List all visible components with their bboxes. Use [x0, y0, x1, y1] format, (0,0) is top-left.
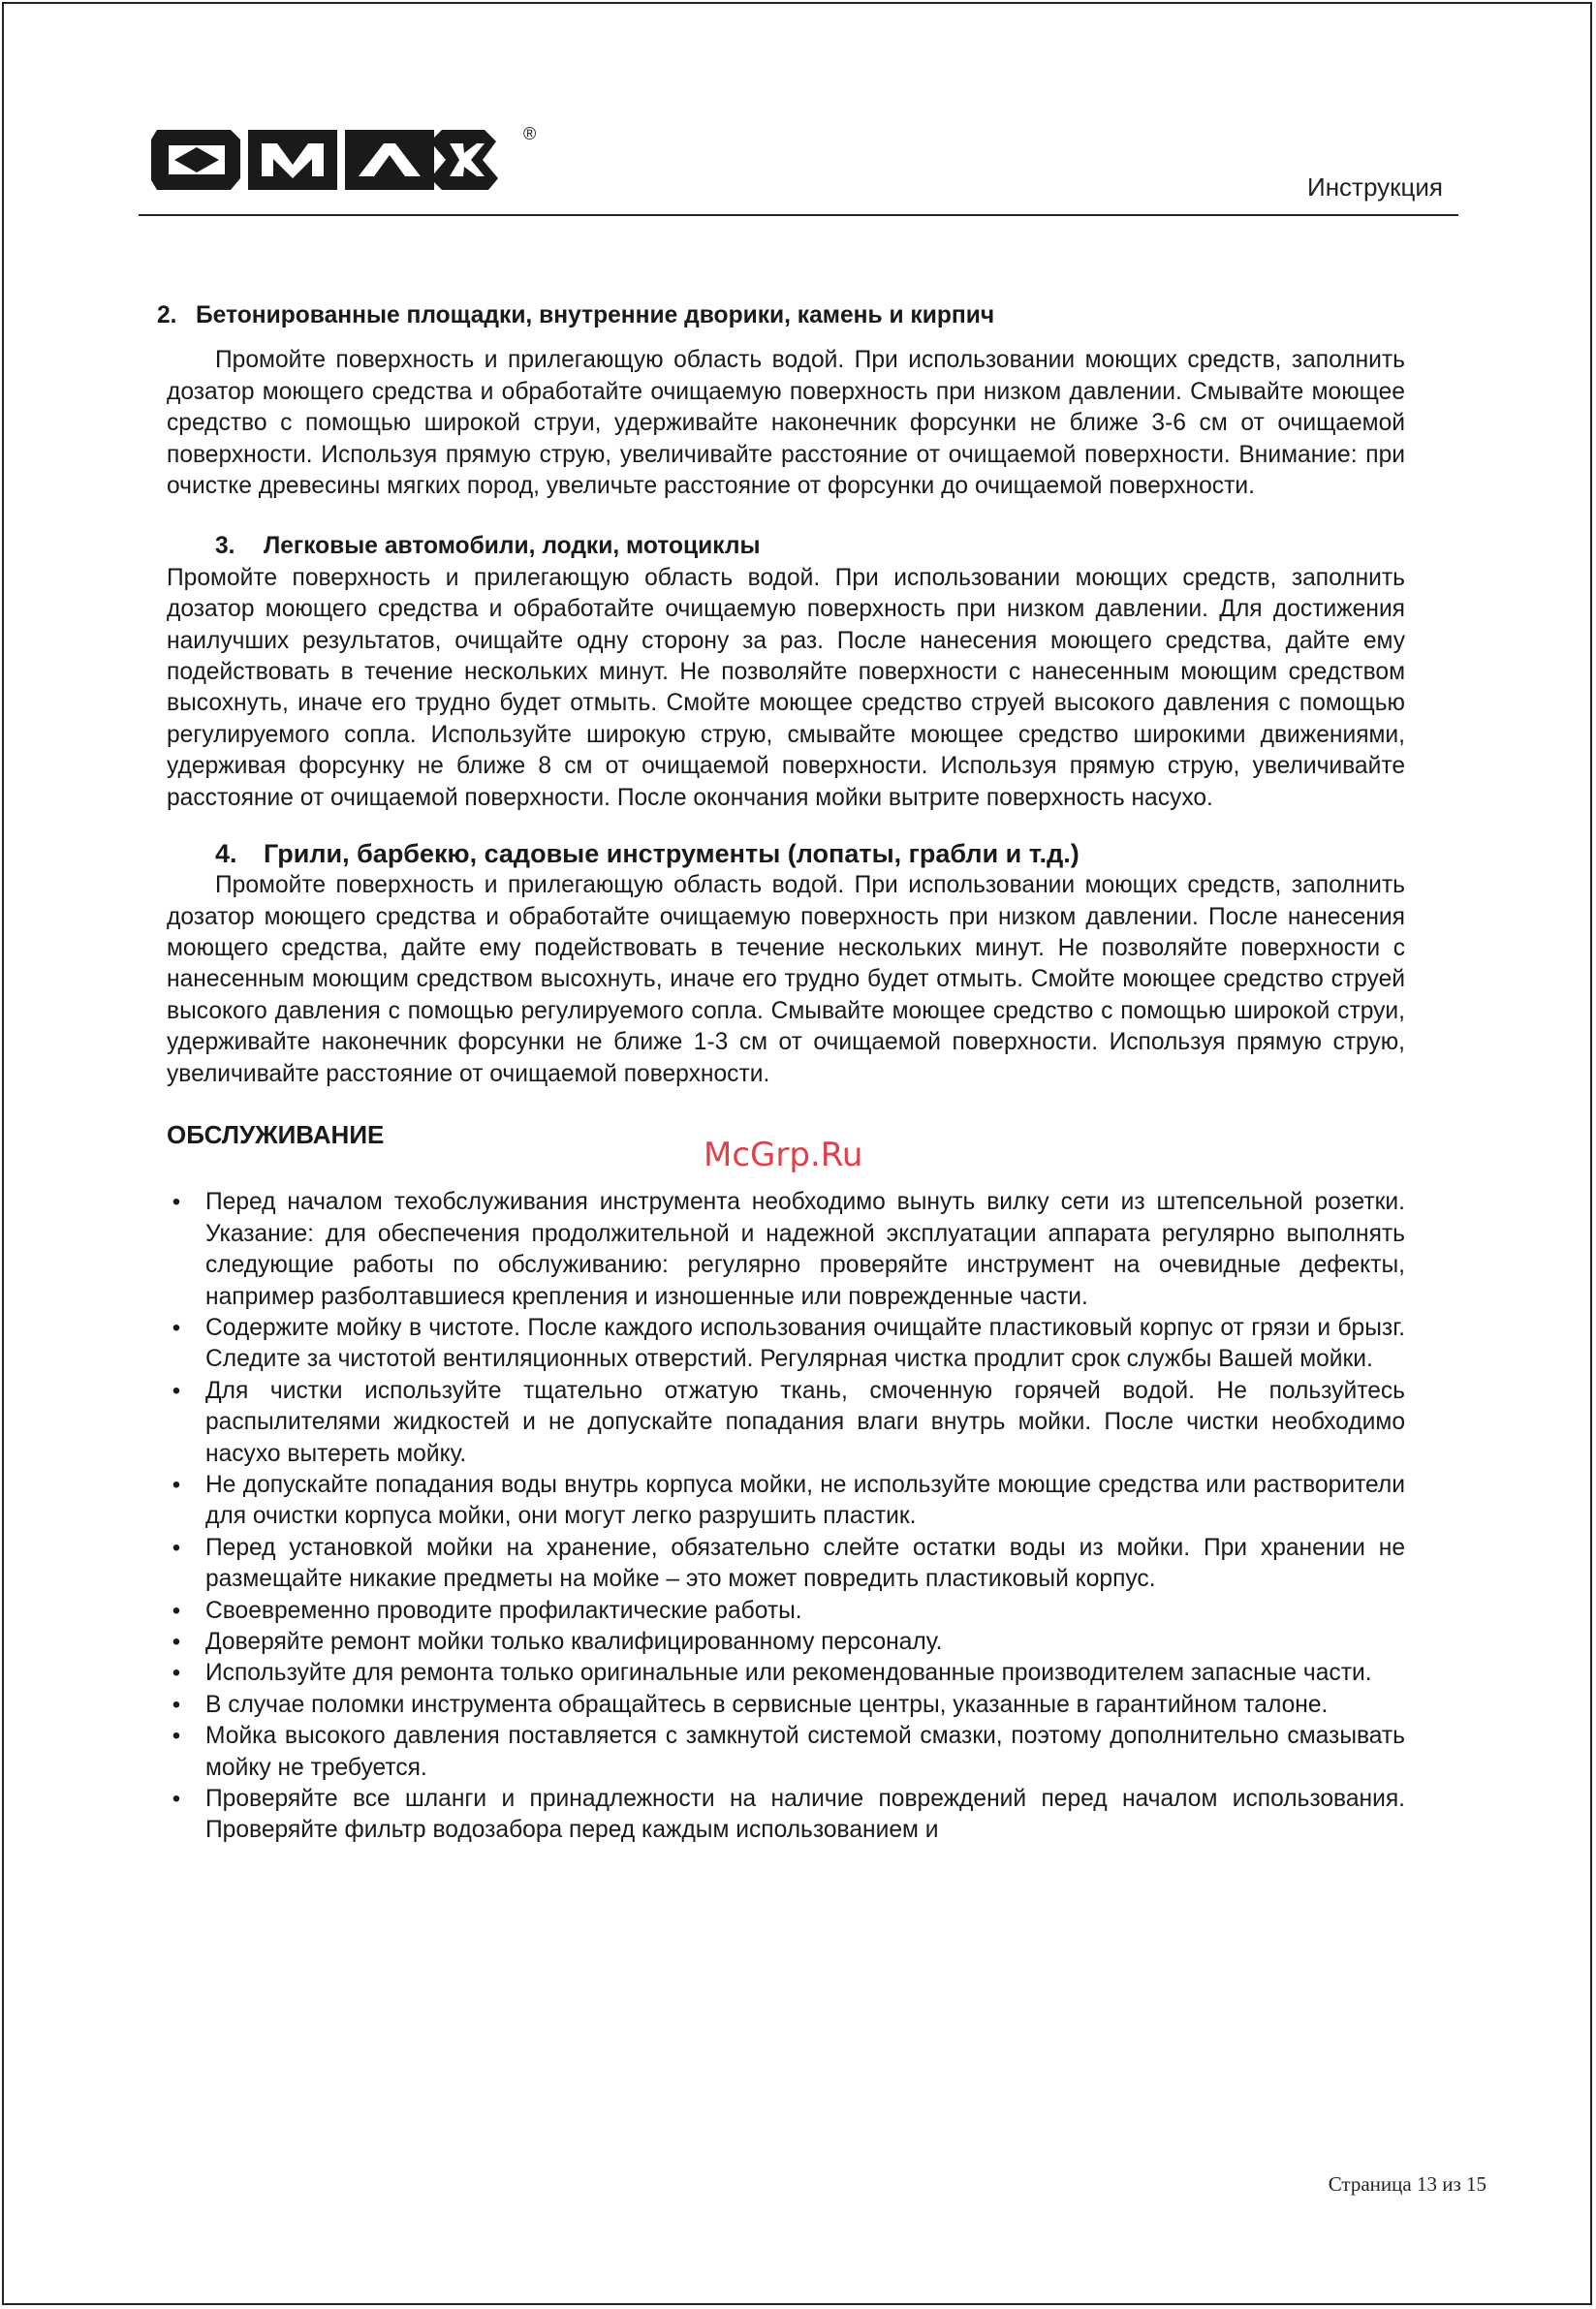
list-item: [167, 1313, 1405, 1376]
list-item-text: Не допускайте попадания воды внутрь корпуса мойки, не используйте моющие средства или растворители для очистки корпуса мойки, они могут легко разрушить пластик.: [205, 1472, 1405, 1530]
list-item: [167, 1658, 1405, 1689]
header-title: Инструкция: [1307, 172, 1443, 202]
list-item-text: Доверяйте ремонт мойки только квалифицированному персоналу.: [205, 1629, 943, 1656]
section-4-body: Промойте поверхность и прилегающую область водой. При использовании моющих средств, заполнить дозатор моющего средства и обработайте очищаемую поверхность при низком давлении. После нанесения моющего средства, дайте ему подействовать в течение нескольких минут. Не позволяйте поверхности с нанесенным моющим средством высохнуть, иначе его трудно будет отмыть. Смойте моющее средство струей высокого давления с помощью регулируемого сопла. Смывайте моющее средство с помощью широкой струи, удерживайте наконечник форсунки не ближе 1-3 см от очищаемой поверхности. Используя прямую струю, увеличивайте расстояние от очищаемой поверхности.: [167, 872, 1405, 1087]
section-3-body: Промойте поверхность и прилегающую область водой. При использовании моющих средств, заполнить дозатор моющего средства и обработайте очищаемую поверхность при низком давлении. Для достижения наилучших результатов, очищайте одну сторону за раз. После нанесения моющего средства, дайте ему подействовать в течение нескольких минут. Не позволяйте поверхности с нанесенным моющим средством высохнуть, иначе его трудно будет отмыть. Смойте моющее средство струей высокого давления с помощью регулируемого сопла. Используйте широкую струю, смывайте моющее средство широкими движениями, удерживая форсунку не ближе 8 см от очищаемой поверхности. Используя прямую струю, увеличивайте расстояние от очищаемой поверхности. После окончания мойки вытрите поверхность насухо.: [167, 564, 1405, 811]
maintenance-list: [167, 1187, 1405, 1847]
bullet-icon: •: [172, 1660, 181, 1687]
list-item-text: Перед началом техобслуживания инструмента необходимо вынуть вилку сети из штепсельной розетки. Указание: для обеспечения продолжительной и надежной эксплуатации аппарата регулярно выполнять следующие работы по обслуживанию: регулярно проверяйте инструмент на очевидные дефекты, например разболтавшиеся крепления и изношенные или поврежденные части.: [205, 1189, 1405, 1310]
section-4-heading: [215, 837, 1405, 870]
bullet-icon: •: [172, 1629, 181, 1656]
header-divider: [139, 214, 1458, 216]
bullet-icon: •: [172, 1691, 181, 1718]
bullet-icon: •: [172, 1534, 181, 1561]
bullet-icon: •: [172, 1377, 181, 1404]
bullet-icon: •: [172, 1786, 181, 1813]
section-3-title: Легковые автомобили, лодки, мотоциклы: [264, 533, 761, 560]
list-item-text: Для чистки используйте тщательно отжатую ткань, смоченную горячей водой. Не пользуйтесь распылителями жидкостей и не допускайте попадания влаги внутрь мойки. После чистки необходимо насухо вытереть мойку.: [205, 1377, 1405, 1467]
list-item: [167, 1533, 1405, 1596]
bullet-icon: •: [172, 1472, 181, 1498]
bullet-icon: •: [172, 1189, 181, 1216]
list-item: [167, 1596, 1405, 1627]
maintenance-heading: ОБСЛУЖИВАНИЕ: [167, 1119, 385, 1149]
list-item: [167, 1627, 1405, 1658]
list-item-text: Своевременно проводите профилактические работы.: [205, 1597, 802, 1624]
document-content: [157, 300, 1405, 1847]
list-item-text: Перед установкой мойки на хранение, обязательно слейте остатки воды из мойки. При хранении не размещайте никакие предметы на мойке – это может повредить пластиковый корпус.: [205, 1534, 1405, 1593]
registered-mark: ®: [523, 124, 537, 143]
section-4-number: 4.: [215, 839, 237, 869]
list-item-text: В случае поломки инструмента обращайтесь в сервисные центры, указанные в гарантийном талоне.: [205, 1691, 1329, 1718]
bullet-icon: •: [172, 1314, 181, 1341]
section-3-number: 3.: [215, 533, 235, 560]
section-3-heading: [215, 531, 1405, 562]
list-item: [167, 1784, 1405, 1847]
bullet-icon: •: [172, 1597, 181, 1624]
omax-logo: [151, 122, 547, 198]
section-2-number: 2.: [157, 302, 177, 328]
section-4-title: Грили, барбекю, садовые инструменты (лопаты, грабли и т.д.): [264, 839, 1080, 869]
page-number: Страница 13 из 15: [1328, 2172, 1486, 2196]
list-item: [167, 1376, 1405, 1470]
list-item-text: Используйте для ремонта только оригинальные или рекомендованные производителем запасные части.: [205, 1660, 1372, 1687]
watermark-text: McGrp.Ru: [704, 1136, 863, 1174]
list-item: [167, 1721, 1405, 1784]
list-item: [167, 1690, 1405, 1721]
list-item-text: Проверяйте все шланги и принадлежности на наличие повреждений перед началом использования. Проверяйте фильтр водозабора перед каждым использованием и: [205, 1786, 1405, 1844]
list-item-text: Мойка высокого давления поставляется с замкнутой системой смазки, поэтому дополнительно смазывать мойку не требуется.: [205, 1723, 1405, 1781]
section-2-body: Промойте поверхность и прилегающую область водой. При использовании моющих средств, заполнить дозатор моющего средства и обработайте очищаемую поверхность при низком давлении. Смывайте моющее средство с помощью широкой струи, удерживайте наконечник форсунки не ближе 3-6 см от очищаемой поверхности. Используя прямую струю, увеличивайте расстояние от очищаемой поверхности. Внимание: при очистке древесины мягких пород, увеличьте расстояние от форсунки до очищаемой поверхности.: [167, 347, 1405, 500]
list-item-text: Содержите мойку в чистоте. После каждого использования очищайте пластиковый корпус от грязи и брызг. Следите за чистотой вентиляционных отверстий. Регулярная чистка продлит срок службы Вашей мойки.: [205, 1314, 1405, 1373]
section-2-heading: [157, 300, 1405, 331]
list-item: [167, 1470, 1405, 1533]
bullet-icon: •: [172, 1723, 181, 1750]
section-2-title: Бетонированные площадки, внутренние дворики, камень и кирпич: [196, 302, 995, 328]
list-item: [167, 1187, 1405, 1313]
